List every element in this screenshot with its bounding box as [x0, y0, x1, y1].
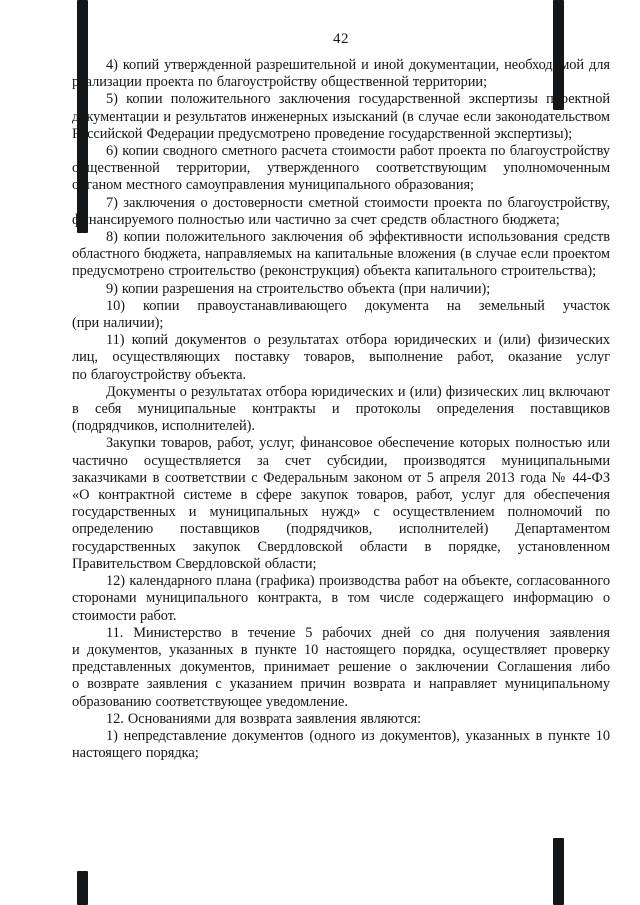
document-body [72, 57, 610, 762]
scan-artifact-bar-bottom-left [77, 871, 88, 905]
paragraph: Документы о результатах отбора юридических и (или) физических лиц включают в себя муниципальные контракты и протоколы определения поставщиков (подрядчиков, исполнителей). [72, 383, 610, 435]
paragraph: 12. Основаниями для возврата заявления являются: [106, 710, 422, 727]
paragraph: 5) копии положительного заключения государственной экспертизы проектной документации и результатов инженерных изысканий (в случае если законодательством Российской Федерации предусмотрено проведение государственной экспертизы); [72, 91, 610, 142]
paragraph: 1) непредставление документов (одного из документов), указанных в пункте 10 настоящего порядка; [72, 727, 610, 762]
paragraph: 9) копии разрешения на строительство объекта (при наличии); [106, 280, 491, 297]
page-number: 42 [333, 31, 349, 47]
paragraph: 8) копии положительного заключения об эффективности использования средств областного бюджета, направляемых на капитальные вложения (в случае если проектом предусмотрено строительство (реконструкция) объекта капитального строительства); [72, 229, 610, 280]
paragraph: 12) календарного плана (графика) производства работ на объекте, согласованного сторонами муниципального контракта, в том числе содержащего информацию о стоимости работ. [72, 573, 610, 624]
paragraph: 10) копии правоустанавливающего документа на земельный участок (при наличии); [72, 297, 610, 332]
paragraph: 11. Министерство в течение 5 рабочих дней со дня получения заявления и документов, указанных в пункте 10 настоящего порядка, осуществляет проверку представленных документов, принимает решение о заключении Соглашения либо о возврате заявления с указанием причин возврата и направляет муниципальному образованию соответствующее уведомление. [72, 624, 610, 710]
paragraph: 6) копии сводного сметного расчета стоимости работ проекта по благоустройству общественной территории, утвержденного соответствующим уполномоченным органом местного самоуправления муниципального образования; [72, 143, 610, 194]
scan-artifact-bar-bottom-right [553, 838, 564, 905]
page-content [72, 30, 610, 762]
paragraph: Закупки товаров, работ, услуг, финансовое обеспечение которых полностью или частично осуществляется за счет субсидии, производятся муниципальными заказчиками в соответствии с Федеральным законом от 5 апреля 2013 года № 44-ФЗ «О контрактной системе в сфере закупок товаров, работ, услуг для обеспечения государственных и муниципальных нужд» с осуществлением полномочий по определению поставщиков (подрядчиков, исполнителей) Департаментом государственных закупок Свердловской области в порядке, установленном Правительством Свердловской области; [72, 435, 610, 572]
paragraph: 4) копий утвержденной разрешительной и иной документации, необходимой для реализации проекта по благоустройству общественной территории; [72, 57, 610, 91]
paragraph: 7) заключения о достоверности сметной стоимости проекта по благоустройству, финансируемого полностью или частично за счет средств областного бюджета; [72, 194, 610, 228]
paragraph: 11) копий документов о результатах отбора юридических и (или) физических лиц, осуществляющих поставку товаров, выполнение работ, оказание услуг по благоустройству объекта. [72, 332, 610, 383]
